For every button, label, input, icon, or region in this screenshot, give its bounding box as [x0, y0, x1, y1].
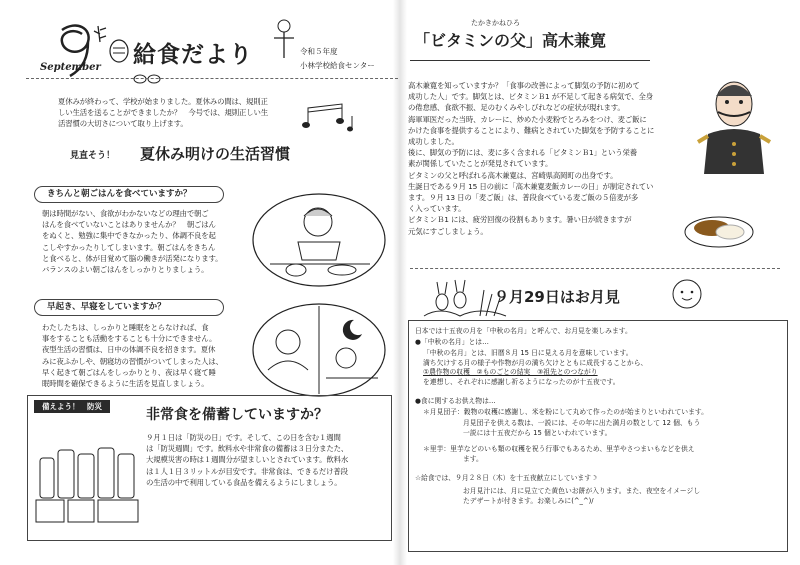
breakfast-line: バランスのよい朝ごはんをしっかりとりましょう。 — [42, 265, 209, 275]
vitamin-line: 成功しました。 — [408, 137, 459, 147]
early-line: 事をすることも活動をすることも十分にできません。 — [42, 334, 217, 344]
disaster-heading: 非常食を備蓄していますか？ — [146, 407, 328, 423]
right-divider — [410, 268, 780, 269]
intro-text — [58, 96, 298, 130]
breakfast-line: をぬくと、勉強に集中できなかったり、体調不良を起 — [42, 231, 216, 241]
intro-line: しい生活を送ることができましたか？ 今号では、規則正しい生 — [58, 108, 268, 118]
bread-icon — [106, 36, 132, 70]
intro-line: 活習慣の大切さについて取り上げます。 — [58, 119, 188, 129]
breakfast-text — [42, 208, 248, 275]
curry-drawing — [682, 206, 756, 252]
curry-illustration — [682, 206, 756, 256]
vitamin-ruby: たかきかねひろ — [471, 19, 520, 27]
moon-menu-line: たデザートが付きます。お楽しみに(^_^)/ — [463, 496, 594, 505]
moon-q2: ●食に関するお供え物は… — [415, 397, 496, 405]
vitamin-line: 元気にすごしましょう。 — [408, 226, 488, 236]
moon-q1-line: ①農作物の収穫 ②ものごとの結実 ③祖先とのつながり — [423, 368, 598, 376]
breakfast-line: と食べると、体が目覚めて脳の働きが活発になります。 — [42, 253, 223, 263]
moon-q1-line: 「中秋の名月」とは、旧暦８月 15 日に見える月を意味しています。 — [423, 349, 633, 357]
moon-q1-text — [423, 349, 783, 387]
vitamin-line: ます。９月 13 日の「麦ご飯」は、普段食べている麦ご飯の５倍麦が多 — [408, 193, 639, 203]
takaki-portrait-drawing — [694, 70, 774, 174]
vitamin-line: 後に、脚気の予防には、麦に多く含まれる「ビタミンＢ1」という栄養 — [408, 148, 638, 158]
vitamin-line: 素が関係していたことが発見されています。 — [408, 159, 553, 169]
page-fold — [393, 0, 407, 565]
disaster-line: は１人１日３リットルが目安です。非常食は、できるだけ普段 — [146, 466, 348, 476]
breakfast-line: こしやすかったりしてしまいます。朝ごはんをきちん — [42, 242, 216, 252]
stockpile-illustration — [34, 440, 146, 534]
early-line: 夜型生活の習慣は、日中の体調不良を招きます。夏休 — [42, 345, 216, 355]
disaster-line: は「防災週間」です。飲料水や非常食の備蓄は３日分またた、 — [146, 444, 349, 454]
moon-menu-text — [463, 487, 783, 506]
moon-intro: 日本では十五夜の月を「中秋の名月」と呼んで、お月見を楽しみます。 — [415, 327, 632, 335]
vitamin-line: 高木兼寛を知っていますか？「食事の改善によって脚気の予防に初めて — [408, 81, 640, 90]
breakfast-line: 朝は時間がない、食欲がわかないなどの理由で朝ご — [42, 209, 209, 218]
moon-dango-text — [463, 419, 783, 438]
disaster-tag: 備えよう！ 防災 — [34, 400, 110, 413]
scarecrow-drawing — [272, 16, 296, 60]
vitamin-line: 成功した人」です。脚気とは、ビタミンＢ1 が不足して起きる病気で、全身 — [408, 92, 653, 102]
birds-icon — [132, 70, 162, 89]
moon-box — [408, 320, 788, 552]
moon-dango-line: 月見団子を供える数は、一説には、その年に出た満月の数として 12 個、もう — [463, 419, 701, 427]
sleep-illustration-drawing — [250, 300, 388, 400]
moon-menu-line: お月見汁には、月に見立てた黄色いお餅が入ります。また、夜空をイメージし — [463, 487, 701, 495]
review-heading: 夏休み明けの生活習慣 — [140, 145, 291, 163]
early-line: わたしたちは、しっかりと睡眠をとらなければ、食 — [42, 323, 209, 332]
vitamin-text — [408, 80, 698, 237]
early-line: 早く起きて朝ごはんをしっかりとり、夜は早く寝て睡 — [42, 367, 216, 377]
moon-heading: ９月29日はお月見 — [494, 288, 620, 306]
month-name: September — [40, 62, 101, 73]
sleep-illustration — [250, 300, 388, 404]
moon-face-drawing — [666, 276, 708, 312]
vitamin-rule — [410, 60, 650, 61]
intro-line: 夏休みが終わって、学校が始まりました。夏休みの間は、規則正 — [58, 97, 268, 106]
vitamin-line: ビタミンの父と呼ばれる高木兼寛は、宮崎県高岡町の出身です。 — [408, 170, 618, 180]
takaki-portrait — [694, 70, 774, 178]
header-divider — [26, 78, 398, 79]
moon-satoimo-line2: ます。 — [463, 455, 483, 463]
vitamin-line: 生誕日である９月 15 日の前に「高木兼寛麦飯カレーの日」が制定されてい — [408, 181, 654, 191]
vitamin-line: 海軍軍医だった当時、カレーに、炒めた小麦粉でとろみをつけ、麦ご飯に — [408, 114, 647, 124]
vitamin-line: の倦怠感、食欲不振、足のむくみやしびれなどの症状が現れます。 — [408, 103, 625, 113]
disaster-line: ９月１日は「防災の日」です。そして、この日を含む１週間 — [146, 433, 341, 442]
vitamin-line: かけた食事を提供することにより、難病とされていた脚気を予防することに — [408, 125, 655, 135]
disaster-line: 大規模災害の時は１週間分が望ましいとされています。飲料水 — [146, 455, 349, 465]
moon-q1-line: を連想し、それぞれに感謝し祈るようになったのが十五夜です。 — [423, 377, 620, 386]
stockpile-drawing — [34, 440, 146, 530]
moon-q1-line: 満ち欠けする月の様子や作物が月の満ち欠けとともに成長することから、 — [423, 358, 648, 367]
disaster-line: の生活の中で利用している食品を備えるようにしましょう。 — [146, 477, 342, 487]
moon-dango-line: 一説には十五夜だから 15 個といわれています。 — [463, 428, 612, 437]
music-notes-icon — [302, 102, 360, 138]
early-text — [42, 322, 248, 389]
vitamin-title: 「ビタミンの父」高木兼寛 — [414, 31, 607, 50]
moon-q1: ●「中秋の名月」とは… — [415, 338, 489, 346]
moon-satoimo: ＊里芋：里芋などのいも類の収穫を祝う行事でもあるため、里芋やさつまいもなどを供え — [423, 445, 695, 453]
scarecrow-icon — [272, 16, 296, 64]
review-label: 見直そう！ — [70, 151, 116, 161]
moon-icon — [666, 276, 708, 316]
breakfast-illustration — [250, 190, 388, 294]
breakfast-illustration-drawing — [250, 190, 388, 290]
early-line: 眠時間を確保できるように生活を見直しましょう。 — [42, 379, 209, 389]
disaster-text — [146, 432, 388, 488]
newsletter-title: 給食だより — [133, 42, 253, 68]
month-number-illustration — [40, 22, 116, 84]
disaster-box — [27, 395, 392, 541]
moon-menu: ☆給食では、９月２８日（木）を十五夜献立にしています☽ — [415, 474, 598, 482]
vitamin-line: く入っています。 — [408, 204, 466, 214]
early-question: 早起き、早寝をしていますか？ — [34, 299, 224, 316]
month-number-graphic — [40, 22, 116, 84]
issuer-year: 令和５年度 — [300, 47, 338, 56]
music-notes-drawing — [302, 102, 360, 134]
breakfast-question: きちんと朝ごはんを食べていますか？ — [34, 186, 224, 203]
vitamin-line: ビタミンＢ1 には、疲労回復の役割もあります。暑い日が続きますが — [408, 215, 632, 225]
breakfast-line: はんを食べていないことはありませんか？ 朝ごはん — [42, 220, 216, 230]
moon-dango: ＊月見団子：穀物の収穫に感謝し、米を粉にして丸めて作ったのが始まりといわれています。 — [423, 408, 708, 416]
early-line: みに夜ふかしや、朝寝坊の習慣がついてしまった人は、 — [42, 356, 223, 366]
bread-icon-drawing — [106, 36, 132, 66]
issuer-org: 小林学校給食センター — [300, 61, 375, 70]
